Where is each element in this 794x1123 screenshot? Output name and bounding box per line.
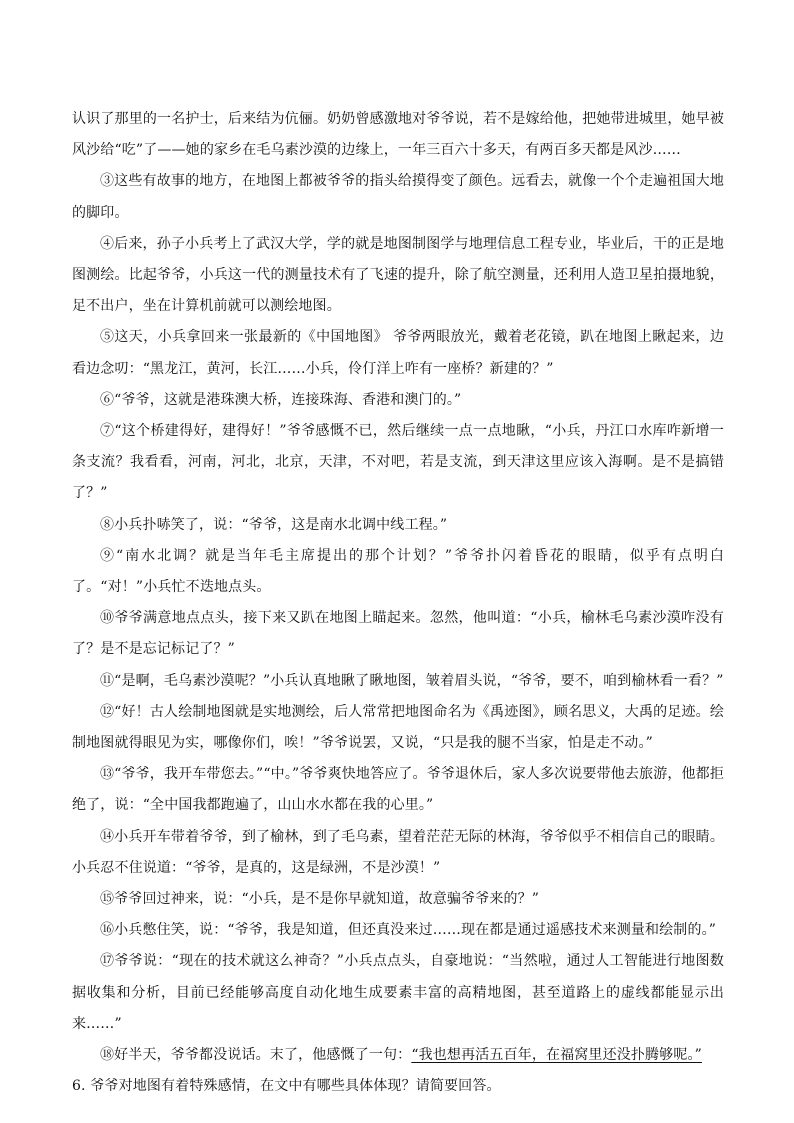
- reading-passage: [72, 104, 724, 1103]
- paragraph-11: ⑪“是啊，毛乌素沙漠呢？”小兵认真地瞅了瞅地图，皱着眉头说，“爷爷，要不，咱到榆林看一看？”: [100, 672, 724, 689]
- paragraph-4: ④后来，孙子小兵考上了武汉大学，学的就是地图制图学与地理信息工程专业，毕业后，干的正是地图测绘。比起爷爷，小兵这一代的测量技术有了飞速的提升，除了航空测量，还利用人造卫星拍摄地貌，足不出户，坐在计算机前就可以测绘地图。: [72, 235, 724, 315]
- paragraph-14: ⑭小兵开车带着爷爷，到了榆林，到了毛乌素，望着茫茫无际的林海，爷爷似乎不相信自己的眼睛。小兵忍不住说道：“爷爷，是真的，这是绿洲，不是沙漠！”: [72, 828, 724, 876]
- paragraph-6: ⑥“爷爷，这就是港珠澳大桥，连接珠海、香港和澳门的。”: [100, 391, 462, 408]
- underlined-quote: “我也想再活五百年，在福窝里还没扑腾够呢。”: [411, 1047, 702, 1064]
- paragraph-10: ⑩爷爷满意地点点头，接下来又趴在地图上瞄起来。忽然，他叫道：“小兵，榆林毛乌素沙漠咋没有了？是不是忘记标记了？”: [72, 610, 724, 658]
- paragraph-15: ⑮爷爷回过神来，说：“小兵，是不是你早就知道，故意骗爷爷来的？”: [100, 891, 540, 908]
- paragraph-18-lead: ⑱好半天，爷爷都没说话。末了，他感慨了一句：: [100, 1047, 412, 1064]
- paragraph-13: ⑬“爷爷，我开车带您去。”“中。”爷爷爽快地答应了。爷爷退休后，家人多次说要带他去旅游，他都拒绝了，说：“全中国我都跑遍了，山山水水都在我的心里。”: [72, 766, 724, 814]
- question-text: 爷爷对地图有着特殊感情，在文中有哪些具体体现？请简要回答。: [90, 1078, 501, 1095]
- paragraph-3: ③这些有故事的地方，在地图上都被爷爷的指头给摸得变了颜色。远看去，就像一个个走遍祖国大地的脚印。: [72, 173, 724, 221]
- paragraph-16: ⑯小兵憋住笑，说：“爷爷，我是知道，但还真没来过……现在都是通过遥感技术来测量和绘制的。”: [100, 922, 717, 939]
- paragraph-8: ⑧小兵扑哧笑了，说：“爷爷，这是南水北调中线工程。”: [100, 516, 448, 533]
- paragraph-18: [72, 1040, 724, 1071]
- paragraph-9: ⑨“南水北调？就是当年毛主席提出的那个计划？”爷爷扑闪着昏花的眼睛，似乎有点明白了。“对！”小兵忙不迭地点头。: [72, 547, 724, 596]
- paragraph-17: ⑰爷爷说：“现在的技术就这么神奇？”小兵点点头，自豪地说：“当然啦，通过人工智能进行地图数据收集和分析，目前已经能够高度自动化地生成要素丰富的高精地图，甚至道路上的虚线都能显示出来……”: [72, 953, 724, 1032]
- question-6: [72, 1071, 724, 1102]
- paragraph-12: ⑫“好！古人绘制地图就是实地测绘，后人常常把地图命名为《禹迹图》，顾名思义，大禹的足迹。绘制地图就得眼见为实，哪像你们，唉！”爷爷说罢，又说，“只是我的腿不当家，怕是走不动。”: [72, 703, 724, 752]
- paragraph-5: ⑤这天，小兵拿回来一张最新的《中国地图》 爷爷两眼放光，戴着老花镜，趴在地图上瞅起来，边看边念叨：“黑龙江，黄河，长江……小兵，伶仃洋上咋有一座桥？新建的？”: [72, 329, 724, 377]
- question-number: 6.: [72, 1078, 86, 1095]
- paragraph-2-continued: 认识了那里的一名护士，后来结为伉俪。奶奶曾感激地对爷爷说，若不是嫁给他，把她带进城里，她早被风沙给“吃”了——她的家乡在毛乌素沙漠的边缘上，一年三百六十多天，有两百多天都是风沙……: [72, 111, 724, 159]
- paragraph-7: ⑦“这个桥建得好，建得好！”爷爷感慨不已，然后继续一点一点地瞅，“小兵，丹江口水库咋新增一条支流？我看看，河南，河北，北京，天津，不对吧，若是支流，到天津这里应该入海啊。是不是搞错了？”: [72, 423, 724, 502]
